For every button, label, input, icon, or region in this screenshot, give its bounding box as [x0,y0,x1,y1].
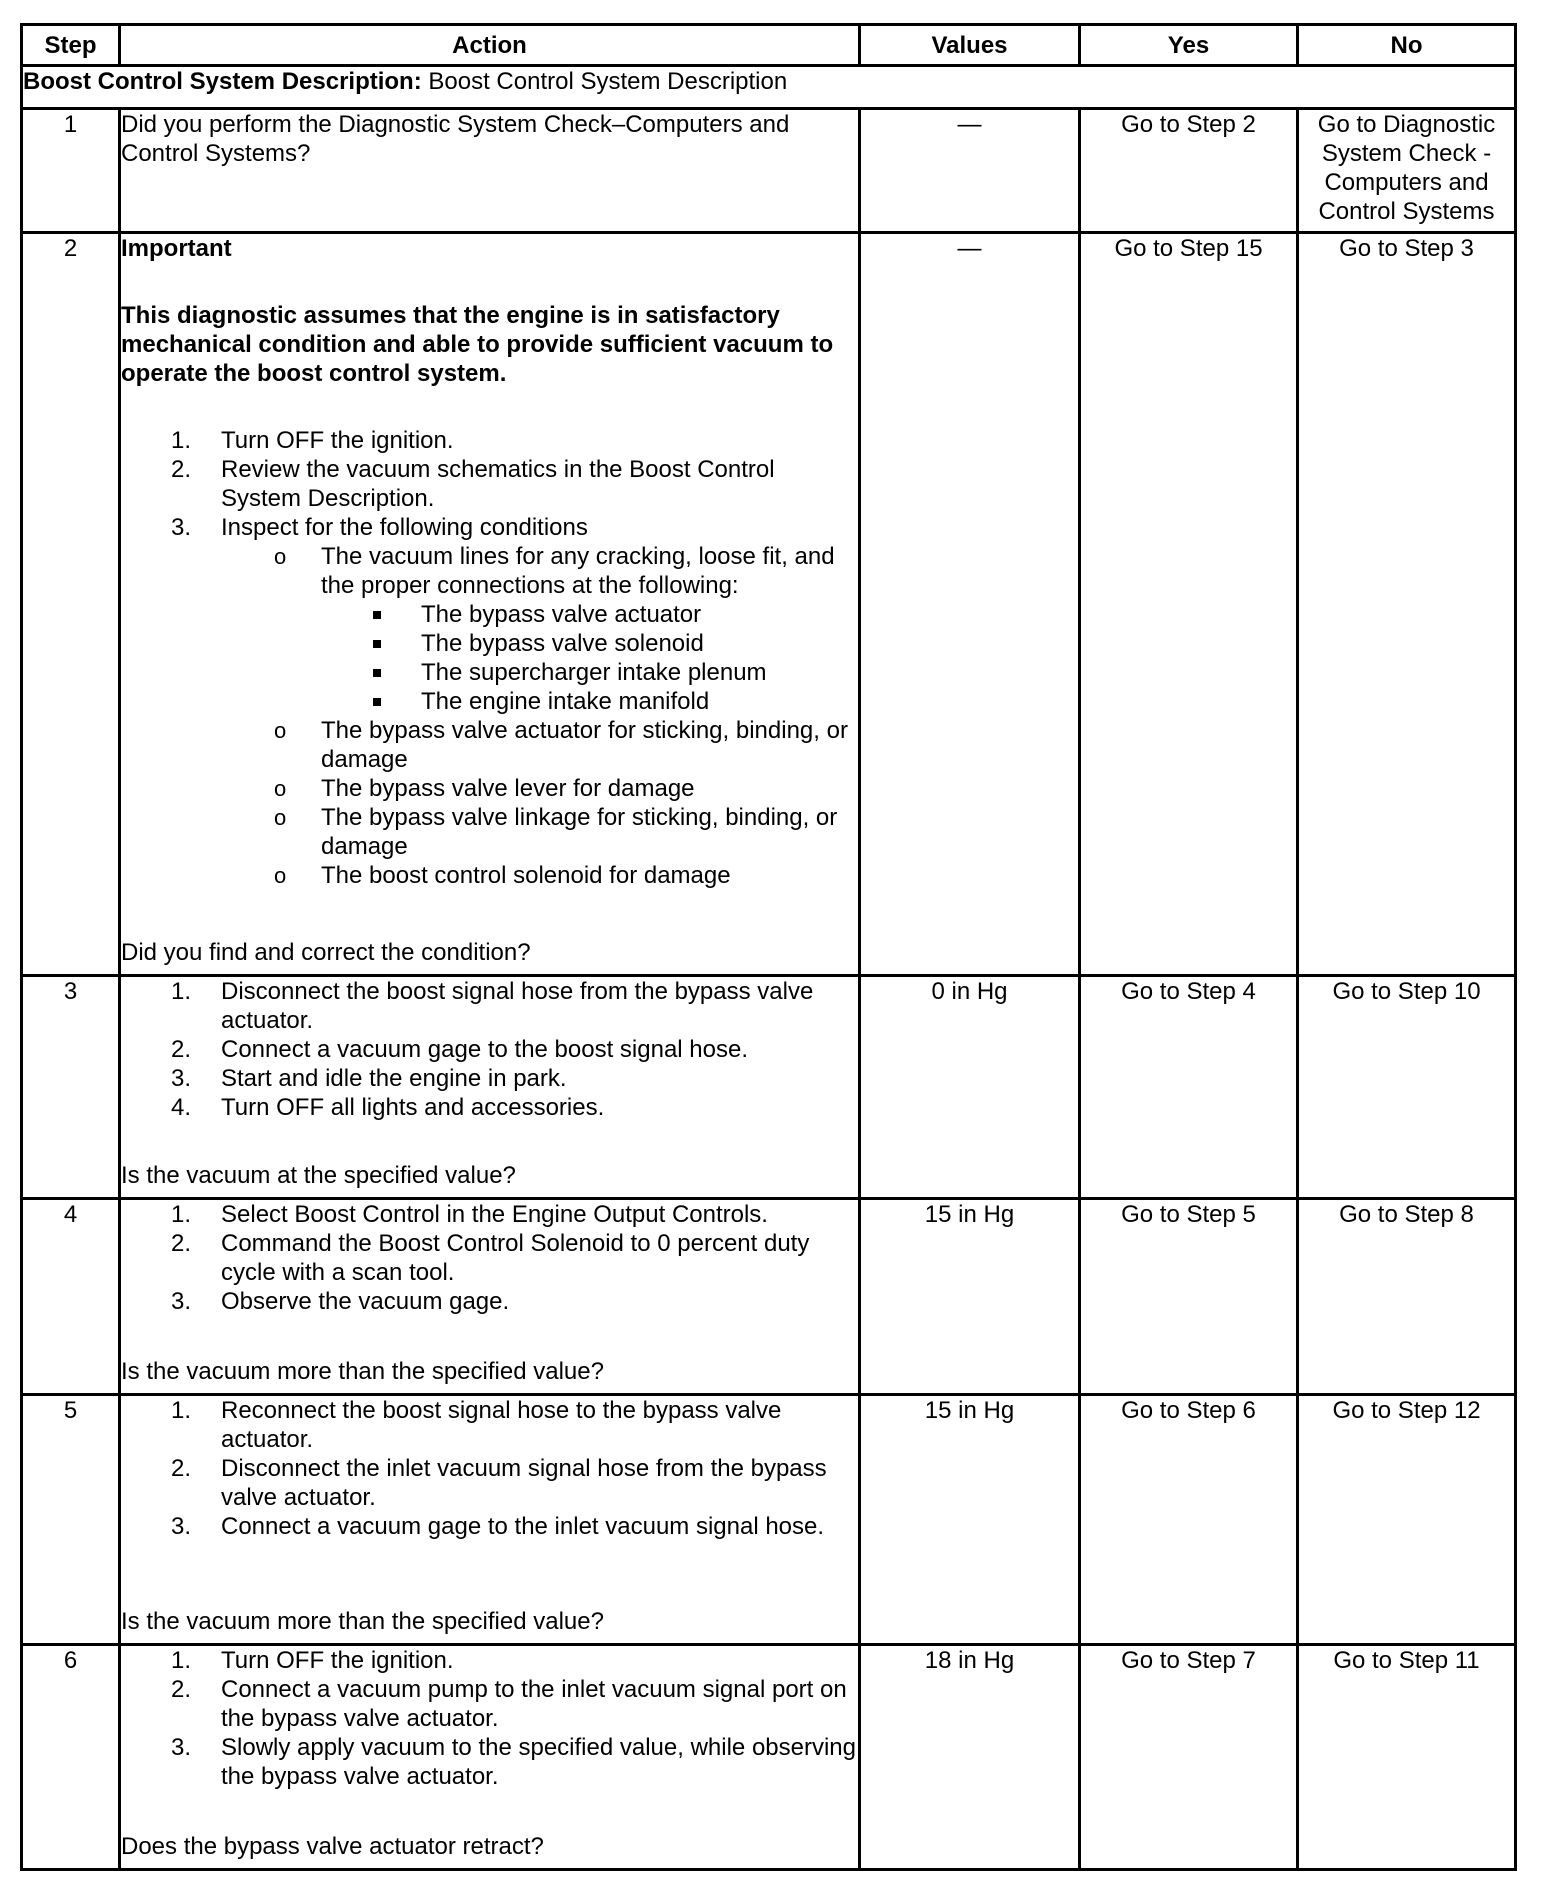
table-row [22,1645,1516,1870]
sub-list-item [121,803,858,861]
value-cell: 18 in Hg [860,1645,1080,1870]
no-cell: Go to Diagnostic System Check - Computers and Control Systems [1298,109,1516,233]
value-cell: — [860,109,1080,233]
value-cell: — [860,233,1080,976]
square-bullet-icon [373,640,381,648]
action-cell [120,109,860,233]
item-number: 3. [171,1065,192,1092]
bullet-list [221,600,858,716]
header-no: No [1298,25,1516,66]
list-item [121,455,858,513]
sub-list-item [121,861,858,890]
item-text: Observe the vacuum gage. [221,1288,510,1315]
action-cell [120,233,860,976]
no-cell: Go to Step 11 [1298,1645,1516,1870]
yes-cell: Go to Step 7 [1080,1645,1298,1870]
item-number: 2. [171,1455,192,1482]
action-content [121,1200,858,1386]
yes-cell: Go to Step 6 [1080,1395,1298,1645]
step-number: 6 [22,1645,120,1870]
action-steps [121,1200,858,1316]
bullet-text: The bypass valve solenoid [421,630,704,657]
list-item [121,1229,858,1287]
action-content [121,1646,858,1861]
action-question: Does the bypass valve actuator retract? [121,1833,544,1860]
square-bullet-icon [373,669,381,677]
bullet-item [121,629,858,658]
action-steps [121,426,858,890]
list-item [121,1733,858,1791]
item-number: 2. [171,1036,192,1063]
action-question: Is the vacuum more than the specified value? [121,1358,604,1385]
action-content [121,1396,858,1636]
circle-bullet-icon: o [274,718,287,743]
sub-list [221,542,858,890]
list-item [121,1675,858,1733]
item-text: Review the vacuum schematics in the Boost Control System Description. [221,456,775,512]
action-cell [120,1395,860,1645]
list-item [121,1396,858,1454]
step-number: 3 [22,976,120,1199]
action-question: Is the vacuum more than the specified value? [121,1608,604,1635]
header-action: Action [120,25,860,66]
item-number: 3. [171,1734,192,1761]
square-bullet-icon [373,698,381,706]
sub-list-item [121,774,858,803]
item-text: Disconnect the boost signal hose from the bypass valve actuator. [221,978,814,1034]
item-text: Disconnect the inlet vacuum signal hose from the bypass valve actuator. [221,1455,827,1511]
item-number: 2. [171,1230,192,1257]
item-number: 1. [171,427,192,454]
bullet-item [121,658,858,687]
item-number: 1. [171,978,192,1005]
header-row [22,25,1516,66]
list-item [121,1646,858,1675]
bullet-text: The engine intake manifold [421,688,710,715]
action-steps [121,1396,858,1541]
diagnostic-table [20,23,1517,1871]
no-cell: Go to Step 8 [1298,1199,1516,1395]
bullet-item [121,687,858,716]
sub-list-item [121,716,858,774]
circle-bullet-icon: o [274,776,287,801]
table-row [22,233,1516,976]
list-item [121,1093,858,1122]
bullet-text: The bypass valve actuator [421,601,702,628]
description-label: Boost Control System Description: [23,68,422,95]
table-row [22,109,1516,233]
action-cell [120,1645,860,1870]
description-cell [22,66,1516,109]
square-bullet-icon [373,611,381,619]
description-row [22,66,1516,109]
sub-item-text: The boost control solenoid for damage [321,862,731,889]
item-number: 1. [171,1397,192,1424]
list-item [121,1064,858,1093]
item-text: Turn OFF all lights and accessories. [221,1094,605,1121]
table-row [22,1395,1516,1645]
item-text: Turn OFF the ignition. [221,427,454,454]
action-content [121,977,858,1190]
value-cell: 15 in Hg [860,1395,1080,1645]
bullet-item [121,600,858,629]
circle-bullet-icon: o [274,544,287,569]
list-item [121,1200,858,1229]
no-cell: Go to Step 3 [1298,233,1516,976]
sub-list-item [121,542,858,716]
action-question: Is the vacuum at the specified value? [121,1162,516,1189]
item-text: Connect a vacuum gage to the inlet vacuum signal hose. [221,1513,825,1540]
action-body [121,234,858,890]
header-yes: Yes [1080,25,1298,66]
item-number: 3. [171,514,192,541]
value-cell: 15 in Hg [860,1199,1080,1395]
no-cell: Go to Step 12 [1298,1395,1516,1645]
circle-bullet-icon: o [274,863,287,888]
list-item [121,1454,858,1512]
step-number: 1 [22,109,120,233]
action-cell [120,1199,860,1395]
list-item [121,1287,858,1316]
item-text: Connect a vacuum gage to the boost signal hose. [221,1036,749,1063]
item-number: 3. [171,1288,192,1315]
item-text: Slowly apply vacuum to the specified value, while observing the bypass valve actuator. [221,1734,857,1790]
item-text: Inspect for the following conditions [221,514,588,541]
list-item [121,426,858,455]
action-cell [120,976,860,1199]
sub-item-text: The bypass valve linkage for sticking, binding, or damage [321,804,838,860]
table-row [22,976,1516,1199]
list-item [121,513,858,890]
item-number: 4. [171,1094,192,1121]
yes-cell: Go to Step 2 [1080,109,1298,233]
table-row [22,1199,1516,1395]
item-text: Connect a vacuum pump to the inlet vacuum signal port on the bypass valve actuator. [221,1676,847,1732]
item-number: 3. [171,1513,192,1540]
item-text: Command the Boost Control Solenoid to 0 percent duty cycle with a scan tool. [221,1230,810,1286]
important-text: This diagnostic assumes that the engine is in satisfactory mechanical condition and able to provide sufficient vacuum to operate the boost control system. [121,302,834,387]
action-question: Did you find and correct the condition? [121,939,531,966]
yes-cell: Go to Step 15 [1080,233,1298,976]
item-text: Turn OFF the ignition. [221,1647,454,1674]
sub-item-text: The bypass valve lever for damage [321,775,695,802]
item-number: 2. [171,1676,192,1703]
item-text: Start and idle the engine in park. [221,1065,567,1092]
value-cell: 0 in Hg [860,976,1080,1199]
sub-item-text: The vacuum lines for any cracking, loose fit, and the proper connections at the following: [321,543,835,599]
action-question: Did you perform the Diagnostic System Check–Computers and Control Systems? [121,111,790,167]
description-text: Boost Control System Description [421,68,788,95]
header-values: Values [860,25,1080,66]
item-text: Reconnect the boost signal hose to the bypass valve actuator. [221,1397,782,1453]
no-cell: Go to Step 10 [1298,976,1516,1199]
action-steps [121,1646,858,1791]
list-item [121,977,858,1035]
step-number: 2 [22,233,120,976]
action-content [121,234,858,967]
header-step: Step [22,25,120,66]
bullet-text: The supercharger intake plenum [421,659,767,686]
circle-bullet-icon: o [274,805,287,830]
item-number: 2. [171,456,192,483]
important-label: Important [121,235,232,262]
list-item [121,1512,858,1541]
list-item [121,1035,858,1064]
item-text: Select Boost Control in the Engine Output Controls. [221,1201,768,1228]
step-number: 4 [22,1199,120,1395]
action-steps [121,977,858,1122]
step-number: 5 [22,1395,120,1645]
item-number: 1. [171,1201,192,1228]
yes-cell: Go to Step 4 [1080,976,1298,1199]
sub-item-text: The bypass valve actuator for sticking, binding, or damage [321,717,848,773]
item-number: 1. [171,1647,192,1674]
yes-cell: Go to Step 5 [1080,1199,1298,1395]
